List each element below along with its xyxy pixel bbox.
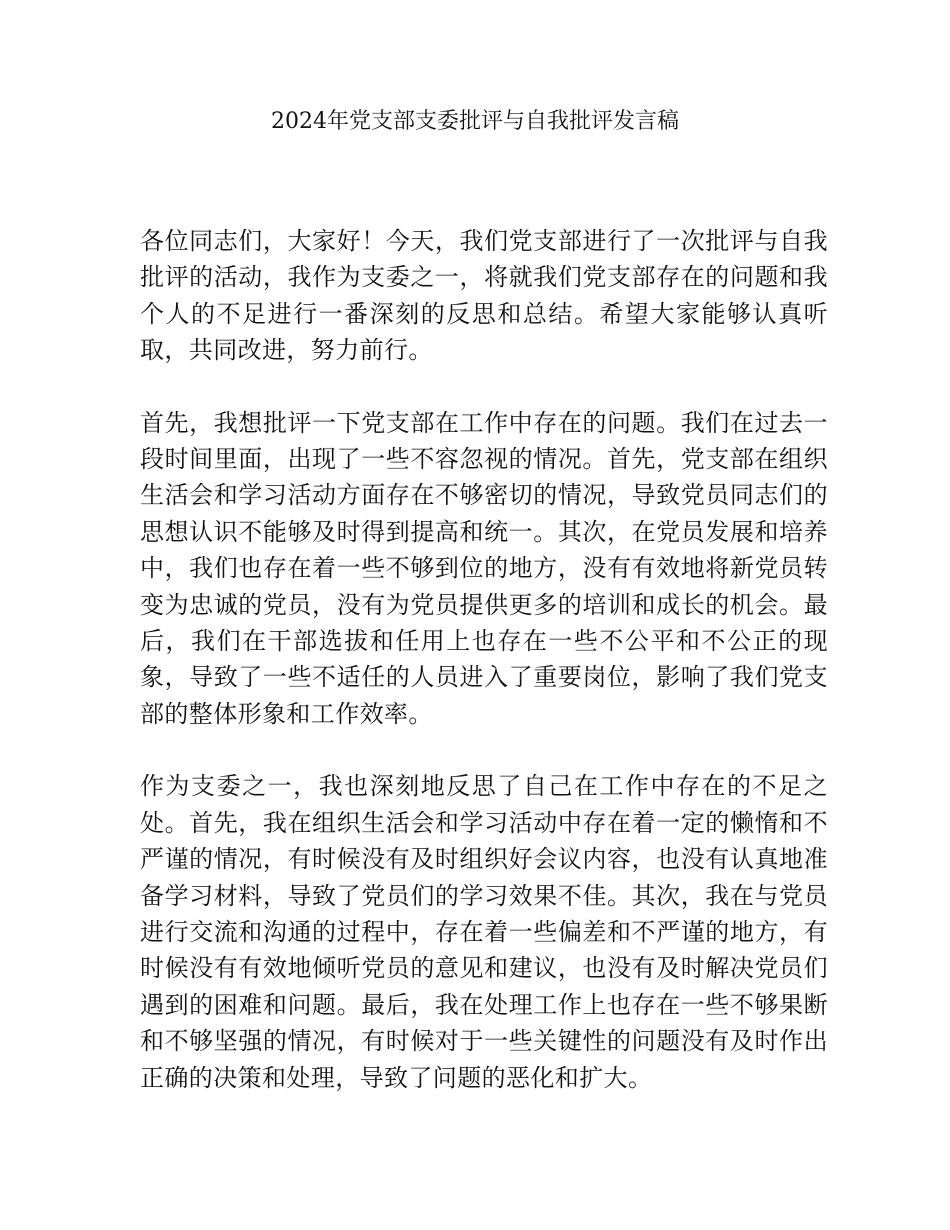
document-title: 2024年党支部支委批评与自我批评发言稿 bbox=[271, 109, 679, 134]
paragraph-branch-problems: 首先，我想批评一下党支部在工作中存在的问题。我们在过去一段时间里面，出现了一些不容忽视的情况。首先，党支部在组织生活会和学习活动方面存在不够密切的情况，导致党员同志们的思想认识不能够及时得到提高和统一。其次，在党员发展和培养中，我们也存在着一些不够到位的地方，没有有效地将新党员转变为忠诚的党员，没有为党员提供更多的培训和成长的机会。最后，我们在干部选拔和任用上也存在一些不公平和不公正的现象，导致了一些不适任的人员进入了重要岗位，影响了我们党支部的整体形象和工作效率。 bbox=[140, 408, 828, 728]
paragraph-self-criticism: 作为支委之一，我也深刻地反思了自己在工作中存在的不足之处。首先，我在组织生活会和学习活动中存在着一定的懒惰和不严谨的情况，有时候没有及时组织好会议内容，也没有认真地准备学习材料，导致了党员们的学习效果不佳。其次，我在与党员进行交流和沟通的过程中，存在着一些偏差和不严谨的地方，有时候没有有效地倾听党员的意见和建议，也没有及时解决党员们遇到的困难和问题。最后，我在处理工作上也存在一些不够果断和不够坚强的情况，有时候对于一些关键性的问题没有及时作出正确的决策和处理，导致了问题的恶化和扩大。 bbox=[140, 772, 828, 1092]
document-body bbox=[140, 223, 828, 1132]
paragraph-opening: 各位同志们，大家好！今天，我们党支部进行了一次批评与自我批评的活动，我作为支委之一，将就我们党支部存在的问题和我个人的不足进行一番深刻的反思和总结。希望大家能够认真听取，共同改进，努力前行。 bbox=[140, 227, 828, 365]
